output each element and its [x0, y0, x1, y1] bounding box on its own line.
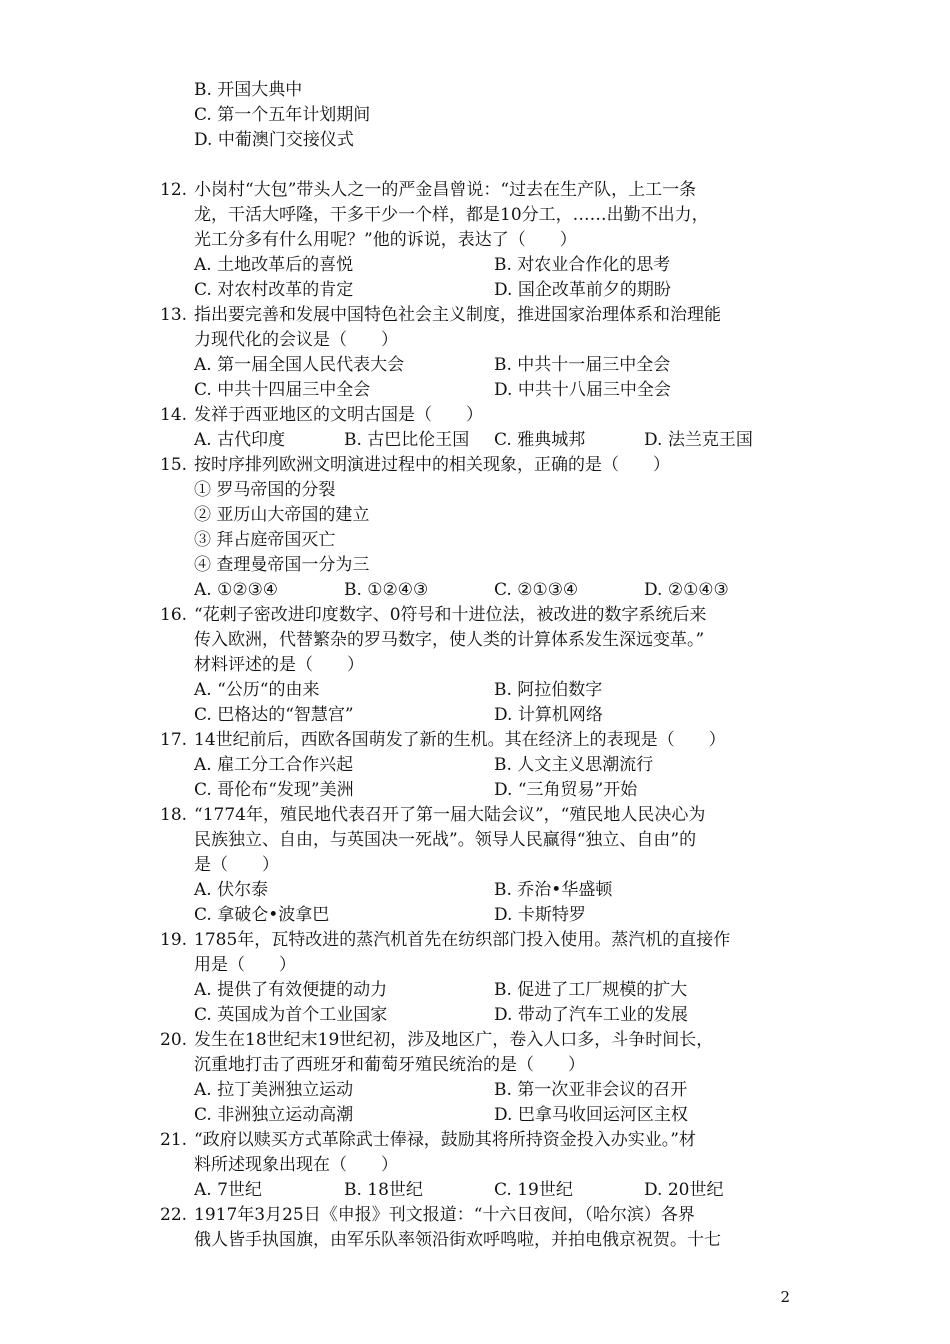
- option-d: D. 巴拿马收回运河区主权: [494, 1105, 688, 1125]
- question-text: 1917年3月25日《申报》刊文报道：“十六日夜间，（哈尔滨）各界: [194, 1205, 695, 1225]
- option-c: C. 拿破仑•波拿巴: [194, 905, 330, 925]
- option-a: A. ①②③④: [194, 580, 279, 600]
- list-item: ② 亚历山大帝国的建立: [194, 505, 370, 525]
- option-a: A. 土地改革后的喜悦: [194, 255, 354, 275]
- option-c: C. 中共十四届三中全会: [194, 380, 371, 400]
- option-b: B. 古巴比伦王国: [344, 430, 470, 450]
- list-item: ③ 拜占庭帝国灭亡: [194, 530, 336, 550]
- option-b: B. 对农业合作化的思考: [494, 255, 671, 275]
- question-text: “花剌子密改进印度数字、0符号和十进位法，被改进的数字系统后来: [194, 605, 707, 625]
- question-text: 材料评述的是（ ）: [194, 655, 364, 675]
- option-a: A. 古代印度: [194, 430, 286, 450]
- option-c: C. 哥伦布“发现”美洲: [194, 780, 354, 800]
- question-number: 15.: [160, 455, 188, 475]
- question-text: 按时序排列欧洲文明演进过程中的相关现象，正确的是（ ）: [194, 455, 670, 475]
- option-d: D. 中共十八届三中全会: [494, 380, 671, 400]
- option-b: B. ①②④③: [344, 580, 429, 600]
- option-a: A. “公历“的由来: [194, 680, 320, 700]
- question-text: 俄人皆手执国旗，由军乐队率领沿街欢呼鸣啦，并拍电俄京祝贺。十七: [194, 1230, 721, 1250]
- option-a: A. 第一届全国人民代表大会: [194, 355, 405, 375]
- question-text: “1774年，殖民地代表召开了第一届大陆会议”，“殖民地人民决心为: [194, 805, 706, 825]
- option-b: B. 中共十一届三中全会: [494, 355, 671, 375]
- option-c-prev: C. 第一个五年计划期间: [194, 105, 371, 125]
- option-d: D. 法兰克王国: [644, 430, 753, 450]
- question-number: 16.: [160, 605, 188, 625]
- option-a: A. 7世纪: [194, 1180, 262, 1200]
- question-text: 14世纪前后，西欧各国萌发了新的生机。其在经济上的表现是（ ）: [194, 730, 726, 750]
- question-text: 民族独立、自由，与英国决一死战”。领导人民赢得“独立、自由”的: [194, 830, 697, 850]
- option-c: C. 雅典城邦: [494, 430, 586, 450]
- question-text: 小岗村“大包”带头人之一的严金昌曾说：“过去在生产队，上工一条: [194, 180, 697, 200]
- question-number: 18.: [160, 805, 188, 825]
- option-b: B. 18世纪: [344, 1180, 423, 1200]
- question-number: 14.: [160, 405, 188, 425]
- question-text: 发祥于西亚地区的文明古国是（ ）: [194, 405, 483, 425]
- question-text: 光工分多有什么用呢？”他的诉说，表达了（ ）: [194, 230, 577, 250]
- question-number: 20.: [160, 1030, 188, 1050]
- option-d: D. 计算机网络: [494, 705, 603, 725]
- option-b: B. 乔治•华盛顿: [494, 880, 613, 900]
- question-number: 17.: [160, 730, 188, 750]
- option-c: C. 英国成为首个工业国家: [194, 1005, 388, 1025]
- question-text: 1785年，瓦特改进的蒸汽机首先在纺织部门投入使用。蒸汽机的直接作: [194, 930, 731, 950]
- question-number: 22.: [160, 1205, 188, 1225]
- question-text: 沉重地打击了西班牙和葡萄牙殖民统治的是（ ）: [194, 1055, 585, 1075]
- option-c: C. 非洲独立运动高潮: [194, 1105, 354, 1125]
- option-d: D. 带动了汽车工业的发展: [494, 1005, 688, 1025]
- option-c: C. 巴格达的“智慧宫”: [194, 705, 354, 725]
- option-d: D. 国企改革前夕的期盼: [494, 280, 671, 300]
- list-item: ④ 查理曼帝国一分为三: [194, 555, 370, 575]
- option-b: B. 第一次亚非会议的召开: [494, 1080, 688, 1100]
- option-a: A. 雇工分工合作兴起: [194, 755, 354, 775]
- question-text: 是（ ）: [194, 855, 279, 875]
- question-text: 传入欧洲，代替繁杂的罗马数字，使人类的计算体系发生深远变革。”: [194, 630, 705, 650]
- question-number: 13.: [160, 305, 188, 325]
- question-text: 指出要完善和发展中国特色社会主义制度，推进国家治理体系和治理能: [194, 305, 721, 325]
- question-text: “政府以赎买方式革除武士俸禄，鼓励其将所持资金投入办实业。”材: [194, 1130, 696, 1150]
- option-b: B. 促进了工厂规模的扩大: [494, 980, 688, 1000]
- question-text: 发生在18世纪末19世纪初，涉及地区广，卷入人口多，斗争时间长，: [194, 1030, 714, 1050]
- question-number: 12.: [160, 180, 188, 200]
- option-d: D. 卡斯特罗: [494, 905, 586, 925]
- option-a: A. 拉丁美洲独立运动: [194, 1080, 354, 1100]
- question-number: 19.: [160, 930, 188, 950]
- option-a: A. 伏尔泰: [194, 880, 269, 900]
- option-d: D. “三角贸易”开始: [494, 780, 638, 800]
- option-c: C. 对农村改革的肯定: [194, 280, 354, 300]
- question-text: 力现代化的会议是（ ）: [194, 330, 398, 350]
- option-d: D. 20世纪: [644, 1180, 724, 1200]
- option-d: D. ②①④③: [644, 580, 729, 600]
- option-d-prev: D. 中葡澳门交接仪式: [194, 130, 354, 150]
- option-a: A. 提供了有效便捷的动力: [194, 980, 388, 1000]
- question-text: 龙，干活大呼隆，干多干少一个样，都是10分工，……出勤不出力，: [194, 205, 709, 225]
- page-number: 2: [780, 1288, 790, 1306]
- option-c: C. ②①③④: [494, 580, 579, 600]
- option-b-prev: B. 开国大典中: [194, 80, 303, 100]
- question-text: 料所述现象出现在（ ）: [194, 1155, 398, 1175]
- option-c: C. 19世纪: [494, 1180, 573, 1200]
- question-text: 用是（ ）: [194, 955, 296, 975]
- list-item: ① 罗马帝国的分裂: [194, 480, 336, 500]
- option-b: B. 人文主义思潮流行: [494, 755, 654, 775]
- option-b: B. 阿拉伯数字: [494, 680, 603, 700]
- question-number: 21.: [160, 1130, 188, 1150]
